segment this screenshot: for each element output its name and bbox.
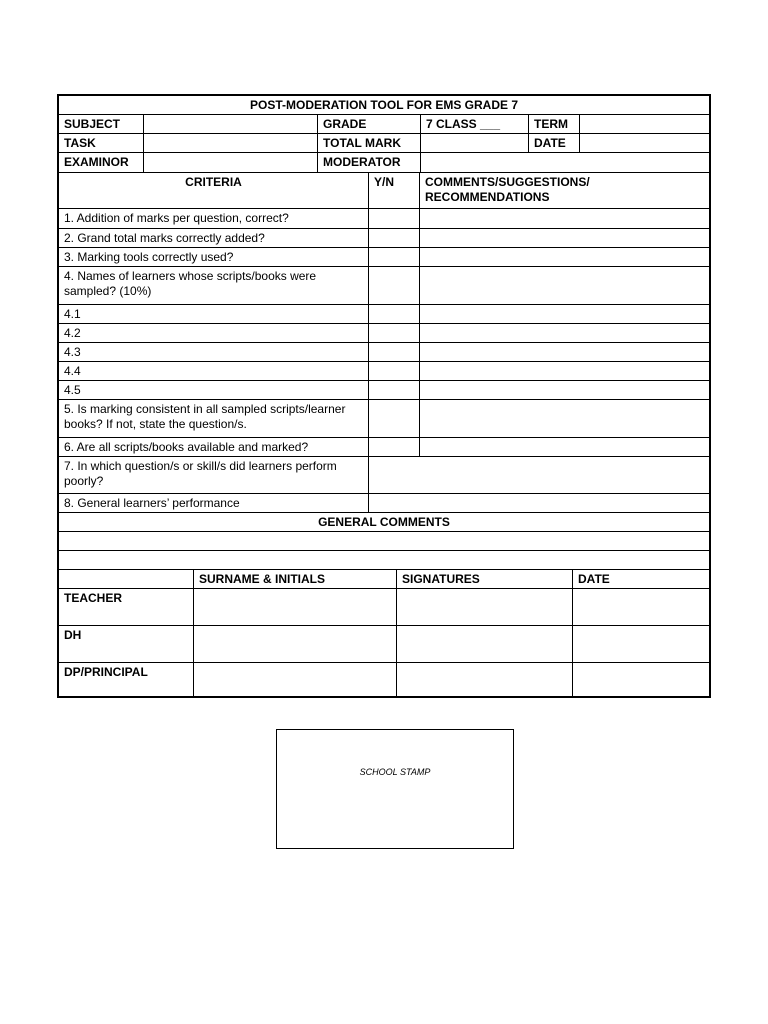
- criteria-text: 8. General learners’ performance: [64, 496, 240, 510]
- comments-header-line2: RECOMMENDATIONS: [425, 190, 550, 204]
- date-field[interactable]: [579, 134, 709, 152]
- general-comments-title: GENERAL COMMENTS: [318, 515, 450, 529]
- yn-field[interactable]: [368, 229, 419, 247]
- yn-field[interactable]: [368, 381, 419, 399]
- signoff-row-dh: [59, 626, 709, 663]
- total-mark-field[interactable]: [420, 134, 528, 152]
- answer-field[interactable]: [368, 494, 709, 512]
- yn-field[interactable]: [368, 362, 419, 380]
- date-label: DATE: [528, 134, 579, 152]
- criteria-row: [59, 267, 709, 305]
- criteria-text: 4.2: [64, 326, 81, 340]
- comment-field[interactable]: [419, 324, 709, 342]
- surname-field[interactable]: [193, 626, 396, 662]
- criteria-row: [59, 381, 709, 400]
- criteria-text: 1. Addition of marks per question, correct?: [64, 211, 289, 225]
- criteria-text: 5. Is marking consistent in all sampled scripts/learner books? If not, state the question/s.: [64, 402, 346, 431]
- criteria-row: [59, 248, 709, 267]
- general-comments-line[interactable]: [59, 532, 709, 551]
- criteria-text: 7. In which question/s or skill/s did learners perform poorly?: [64, 459, 337, 488]
- moderator-label: MODERATOR: [317, 153, 420, 172]
- criteria-row: [59, 343, 709, 362]
- moderation-form: [57, 94, 711, 698]
- criteria-row: [59, 457, 709, 494]
- comment-field[interactable]: [419, 400, 709, 437]
- signoff-header-row: [59, 570, 709, 589]
- yn-field[interactable]: [368, 267, 419, 304]
- criteria-text: 3. Marking tools correctly used?: [64, 250, 234, 264]
- subject-label: SUBJECT: [64, 117, 121, 131]
- task-field[interactable]: [143, 134, 317, 152]
- yn-field[interactable]: [368, 305, 419, 323]
- comment-field[interactable]: [419, 305, 709, 323]
- comment-field[interactable]: [419, 229, 709, 247]
- criteria-row: [59, 305, 709, 324]
- yn-field[interactable]: [368, 400, 419, 437]
- school-stamp-box: [276, 729, 514, 849]
- subject-field[interactable]: [143, 115, 317, 133]
- surname-header: SURNAME & INITIALS: [193, 570, 396, 588]
- signoff-date-field[interactable]: [572, 589, 709, 625]
- signoff-row-teacher: [59, 589, 709, 626]
- criteria-row: [59, 209, 709, 229]
- criteria-text: 4.1: [64, 307, 81, 321]
- subject-row: [59, 115, 709, 134]
- role-header-blank: [59, 570, 193, 588]
- grade-label: GRADE: [317, 115, 420, 133]
- surname-field[interactable]: [193, 663, 396, 698]
- yn-field[interactable]: [368, 209, 419, 228]
- surname-field[interactable]: [193, 589, 396, 625]
- signatures-header: SIGNATURES: [396, 570, 572, 588]
- signoff-date-header: DATE: [572, 570, 709, 588]
- comment-field[interactable]: [419, 343, 709, 361]
- criteria-text: 6. Are all scripts/books available and marked?: [64, 440, 309, 454]
- criteria-text: 2. Grand total marks correctly added?: [64, 231, 265, 245]
- criteria-row: [59, 324, 709, 343]
- term-label: TERM: [528, 115, 579, 133]
- criteria-row: [59, 494, 709, 513]
- signoff-date-field[interactable]: [572, 663, 709, 698]
- signature-field[interactable]: [396, 589, 572, 625]
- criteria-row: [59, 438, 709, 457]
- title-row: [59, 96, 709, 115]
- yn-field[interactable]: [368, 343, 419, 361]
- comments-header-line1: COMMENTS/SUGGESTIONS/: [425, 175, 590, 189]
- signoff-row-principal: [59, 663, 709, 698]
- criteria-header: CRITERIA: [185, 175, 242, 189]
- criteria-text: 4. Names of learners whose scripts/books were sampled? (10%): [64, 269, 317, 298]
- comment-field[interactable]: [419, 267, 709, 304]
- examinor-row: [59, 153, 709, 173]
- criteria-row: [59, 362, 709, 381]
- yn-header: Y/N: [368, 173, 419, 208]
- moderator-field[interactable]: [420, 153, 709, 172]
- general-comments-row: [59, 513, 709, 532]
- comments-header: [419, 173, 709, 208]
- comment-field[interactable]: [419, 381, 709, 399]
- criteria-text: 4.3: [64, 345, 81, 359]
- criteria-text: 4.4: [64, 364, 81, 378]
- grade-value[interactable]: 7 CLASS ___: [420, 115, 528, 133]
- comment-field[interactable]: [419, 362, 709, 380]
- school-stamp-label: SCHOOL STAMP: [359, 767, 431, 777]
- signature-field[interactable]: [396, 663, 572, 698]
- form-title: POST-MODERATION TOOL FOR EMS GRADE 7: [249, 98, 519, 112]
- general-comments-line[interactable]: [59, 551, 709, 570]
- comment-field[interactable]: [419, 209, 709, 228]
- task-label: TASK: [64, 136, 96, 150]
- answer-field[interactable]: [368, 457, 709, 493]
- criteria-row: [59, 400, 709, 438]
- comment-field[interactable]: [419, 248, 709, 266]
- yn-field[interactable]: [368, 248, 419, 266]
- signoff-date-field[interactable]: [572, 626, 709, 662]
- criteria-header-row: [59, 173, 709, 209]
- examinor-label: EXAMINOR: [64, 155, 129, 169]
- yn-field[interactable]: [368, 438, 419, 456]
- comment-field[interactable]: [419, 438, 709, 456]
- criteria-text: 4.5: [64, 383, 81, 397]
- term-field[interactable]: [579, 115, 709, 133]
- task-row: [59, 134, 709, 153]
- signature-field[interactable]: [396, 626, 572, 662]
- criteria-row: [59, 229, 709, 248]
- role-label: DP/PRINCIPAL: [64, 665, 148, 679]
- yn-field[interactable]: [368, 324, 419, 342]
- role-label: TEACHER: [64, 591, 123, 605]
- examinor-field[interactable]: [143, 153, 317, 172]
- role-label: DH: [64, 628, 82, 642]
- total-mark-label: TOTAL MARK: [317, 134, 420, 152]
